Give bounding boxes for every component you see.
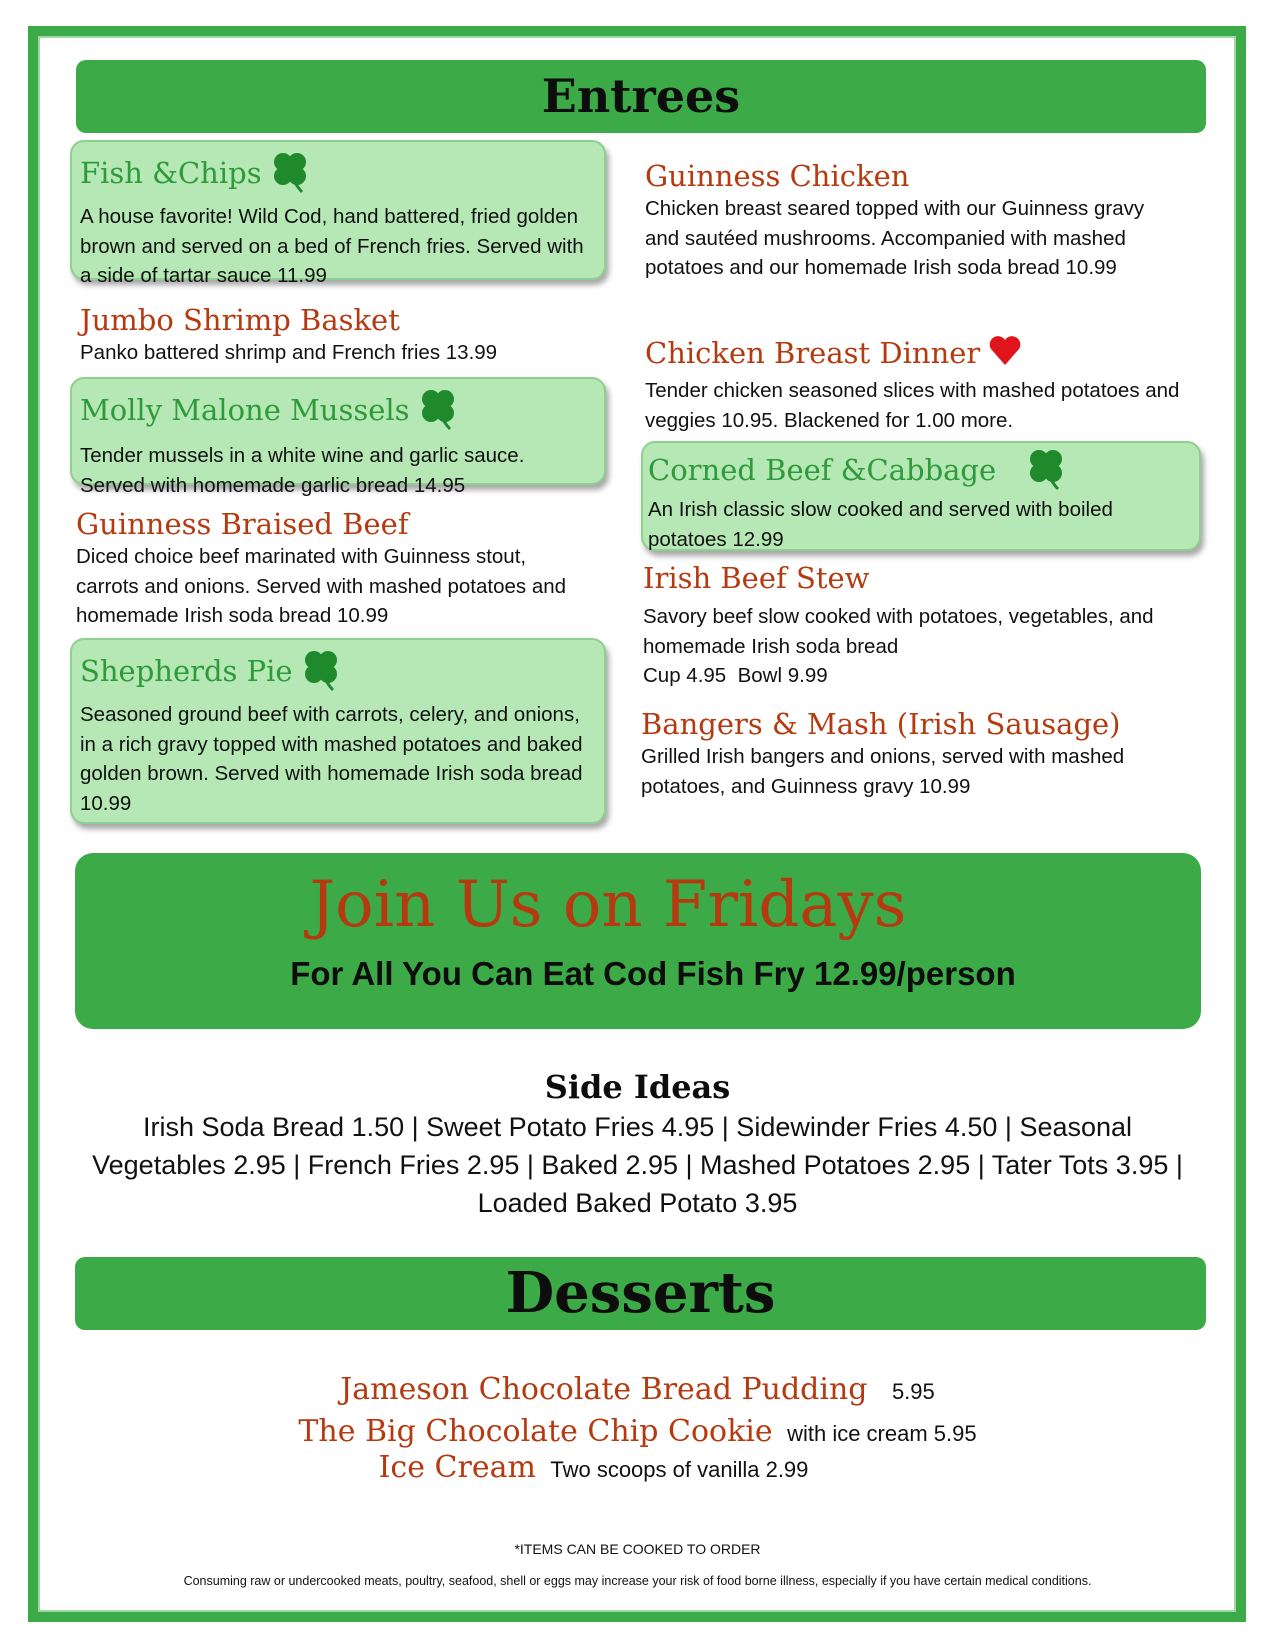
shamrock-icon [268, 148, 312, 202]
dessert-price: 5.95 [891, 1379, 935, 1404]
menu-item-molly-malone-mussels [70, 377, 606, 497]
item-name: Corned Beef &Cabbage [648, 445, 1199, 499]
item-name: Bangers & Mash (Irish Sausage) [641, 707, 1121, 741]
item-name: Jumbo Shrimp Basket [80, 303, 400, 337]
sides-list: Irish Soda Bread 1.50 | Sweet Potato Fries 4.95 | Sidewinder Fries 4.50 | Seasonal Vegetables 2.95 | French Fries 2.95 | Baked 2.95 | Mashed Potatoes 2.95 | Tater Tots 3.95 | Loaded Baked Potato 3.95 [92, 1112, 1183, 1218]
dessert-name: Jameson Chocolate Bread Pudding [340, 1372, 868, 1407]
item-price-line: Cup 4.95 Bowl 9.99 [643, 664, 828, 687]
menu-item-guinness-chicken [645, 158, 1185, 283]
menu-item-chicken-breast-dinner [645, 334, 1205, 435]
sides-title: Side Ideas [544, 1068, 731, 1106]
item-description: Tender chicken seasoned slices with mashed potatoes and veggies 10.95. Blackened for 1.00 more. [645, 379, 1180, 432]
fridays-title: Join Us on Fridays [309, 868, 907, 942]
menu-item-corned-beef-cabbage [641, 441, 1201, 551]
shamrock-icon [299, 646, 343, 700]
item-description: Diced choice beef marinated with Guinness stout, carrots and onions. Served with mashed potatoes and homemade Irish soda bread 10.99 [76, 545, 567, 627]
item-name: Guinness Braised Beef [76, 507, 409, 541]
item-name: Fish &Chips [80, 148, 604, 202]
dessert-item [0, 1372, 1275, 1407]
fridays-subtitle: For All You Can Eat Cod Fish Fry 12.99/person [290, 955, 1016, 992]
dessert-description: with ice cream 5.95 [787, 1421, 977, 1446]
menu-item-fish-chips [70, 140, 606, 287]
dessert-name: The Big Chocolate Chip Cookie [298, 1414, 773, 1449]
cooked-to-order-note: *ITEMS CAN BE COOKED TO ORDER [514, 1541, 761, 1557]
item-description: Seasoned ground beef with carrots, celery, and onions, in a rich gravy topped with mashed potatoes and baked golden brown. Served with homemade Irish soda bread 10.99 [80, 703, 583, 815]
item-description: Savory beef slow cooked with potatoes, vegetables, and homemade Irish soda bread [643, 605, 1154, 658]
item-description: Grilled Irish bangers and onions, served with mashed potatoes, and Guinness gravy 10.99 [641, 745, 1125, 798]
desserts-banner [75, 1257, 1206, 1330]
shamrock-icon [416, 385, 460, 439]
item-name: Guinness Chicken [645, 159, 910, 193]
desserts-title: Desserts [505, 1260, 776, 1326]
item-name: Irish Beef Stew [643, 561, 870, 595]
item-description: Tender mussels in a white wine and garlic sauce. Served with homemade garlic bread 14.95 [80, 444, 525, 497]
shamrock-icon [1024, 445, 1068, 499]
item-description: An Irish classic slow cooked and served with boiled potatoes 12.99 [648, 498, 1113, 551]
dessert-item [0, 1450, 1231, 1485]
menu-item-irish-beef-stew [643, 560, 1203, 691]
entrees-title: Entrees [541, 69, 741, 123]
food-safety-disclaimer: Consuming raw or undercooked meats, poultry, seafood, shell or eggs may increase your risk of food borne illness, especially if you have certain medical conditions. [183, 1574, 1092, 1588]
dessert-description: Two scoops of vanilla 2.99 [550, 1457, 809, 1482]
item-description: A house favorite! Wild Cod, hand battered, fried golden brown and served on a bed of French fries. Served with a side of tartar sauce 11.99 [80, 205, 584, 287]
item-description: Panko battered shrimp and French fries 13.99 [80, 341, 498, 364]
item-name: Molly Malone Mussels [80, 385, 604, 439]
item-name: Chicken Breast Dinner [645, 334, 1205, 376]
dessert-item [0, 1414, 1275, 1449]
entrees-banner [76, 60, 1206, 133]
dessert-name: Ice Cream [378, 1450, 536, 1485]
menu-item-jumbo-shrimp-basket [80, 302, 600, 368]
item-name: Shepherds Pie [80, 646, 604, 700]
menu-item-guinness-braised-beef [76, 506, 604, 631]
heart-icon [988, 334, 1022, 376]
menu-item-shepherds-pie [70, 638, 606, 824]
item-description: Chicken breast seared topped with our Guinness gravy and sautéed mushrooms. Accompanied with mashed potatoes and our homemade Irish soda bread 10.99 [645, 197, 1145, 279]
fridays-banner [75, 853, 1201, 1029]
menu-item-bangers-mash [641, 706, 1201, 801]
